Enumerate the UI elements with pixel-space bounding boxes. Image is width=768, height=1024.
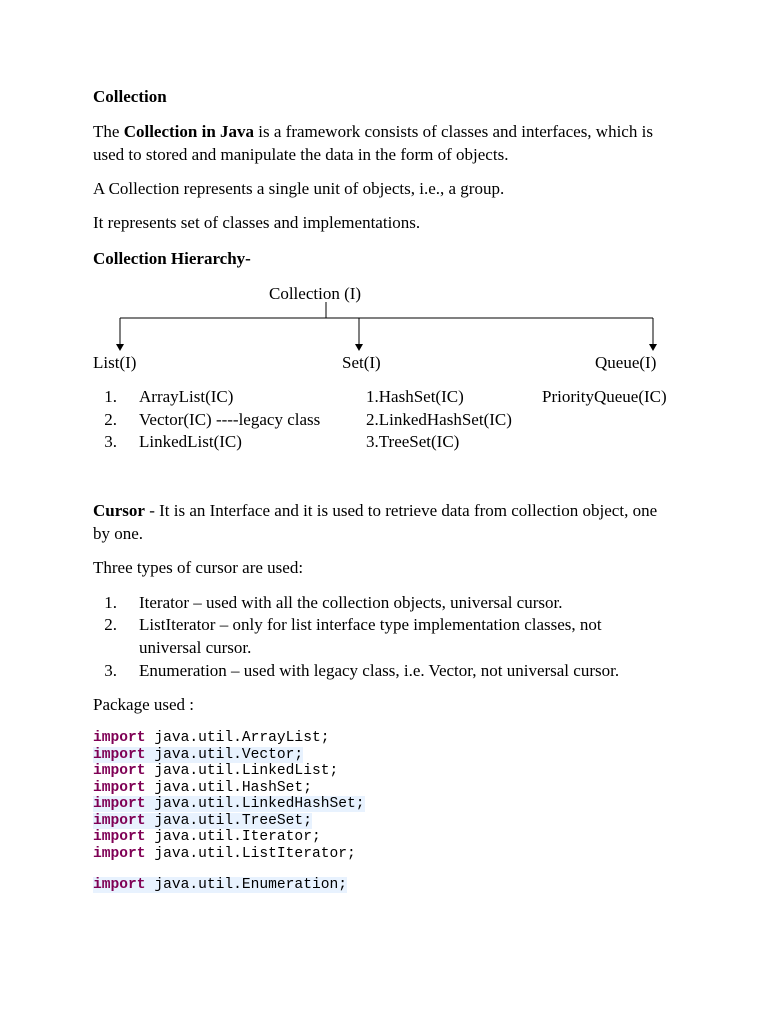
code-line: import java.util.ListIterator; <box>93 845 356 862</box>
list-arrow-head <box>116 344 124 351</box>
queue-arrow-head <box>649 344 657 351</box>
list-item: 3. LinkedList(IC) <box>104 432 242 451</box>
page-title: Collection <box>93 87 167 106</box>
code-line: import java.util.HashSet; <box>93 779 312 796</box>
branch-set-label: Set(I) <box>342 353 381 372</box>
package-label: Package used : <box>93 695 195 714</box>
cursor-type-item: 1. Iterator – used with all the collection objects, universal cursor. <box>104 593 563 612</box>
branch-list-label: List(I) <box>93 353 137 372</box>
code-line: import java.util.Vector; <box>93 746 304 763</box>
set-arrow-head <box>355 344 363 351</box>
set-item: 3.TreeSet(IC) <box>366 432 460 451</box>
hierarchy-heading: Collection Hierarchy- <box>93 249 251 268</box>
cursor-paragraph: Cursor - It is an Interface and it is used to retrieve data from collection object, one by one. <box>93 501 658 543</box>
code-line: import java.util.LinkedList; <box>93 763 339 779</box>
list-item: 2. Vector(IC) ----legacy class <box>104 409 321 429</box>
branch-queue-label: Queue(I) <box>595 353 657 372</box>
cursor-type-item: 3. Enumeration – used with legacy class, i.e. Vector, not universal cursor. <box>104 661 620 680</box>
set-item: 2.LinkedHashSet(IC) <box>366 409 512 429</box>
code-line: import java.util.Enumeration; <box>93 877 347 893</box>
hierarchy-connectors <box>0 0 768 360</box>
paragraph-implementations: It represents set of classes and implementations. <box>93 213 421 232</box>
cursor-type-item: 2. ListIterator – only for list interface type implementation classes, not universal cursor. <box>104 615 602 657</box>
diagram-root-label: Collection (I) <box>269 284 362 303</box>
code-line: import java.util.Iterator; <box>93 829 321 845</box>
set-item: 1.HashSet(IC) <box>366 387 464 406</box>
queue-item: PriorityQueue(IC) <box>542 387 667 406</box>
list-item: 1. ArrayList(IC) <box>104 387 234 406</box>
paragraph-group: A Collection represents a single unit of objects, i.e., a group. <box>93 179 505 198</box>
intro-paragraph: The Collection in Java is a framework consists of classes and interfaces, which is used to stored and manipulate the data in the form of objects. <box>93 122 653 164</box>
cursor-types-intro: Three types of cursor are used: <box>93 558 304 577</box>
code-line: import java.util.TreeSet; <box>93 812 312 829</box>
code-line: import java.util.ArrayList; <box>93 730 330 746</box>
code-line: import java.util.LinkedHashSet; <box>93 796 365 812</box>
